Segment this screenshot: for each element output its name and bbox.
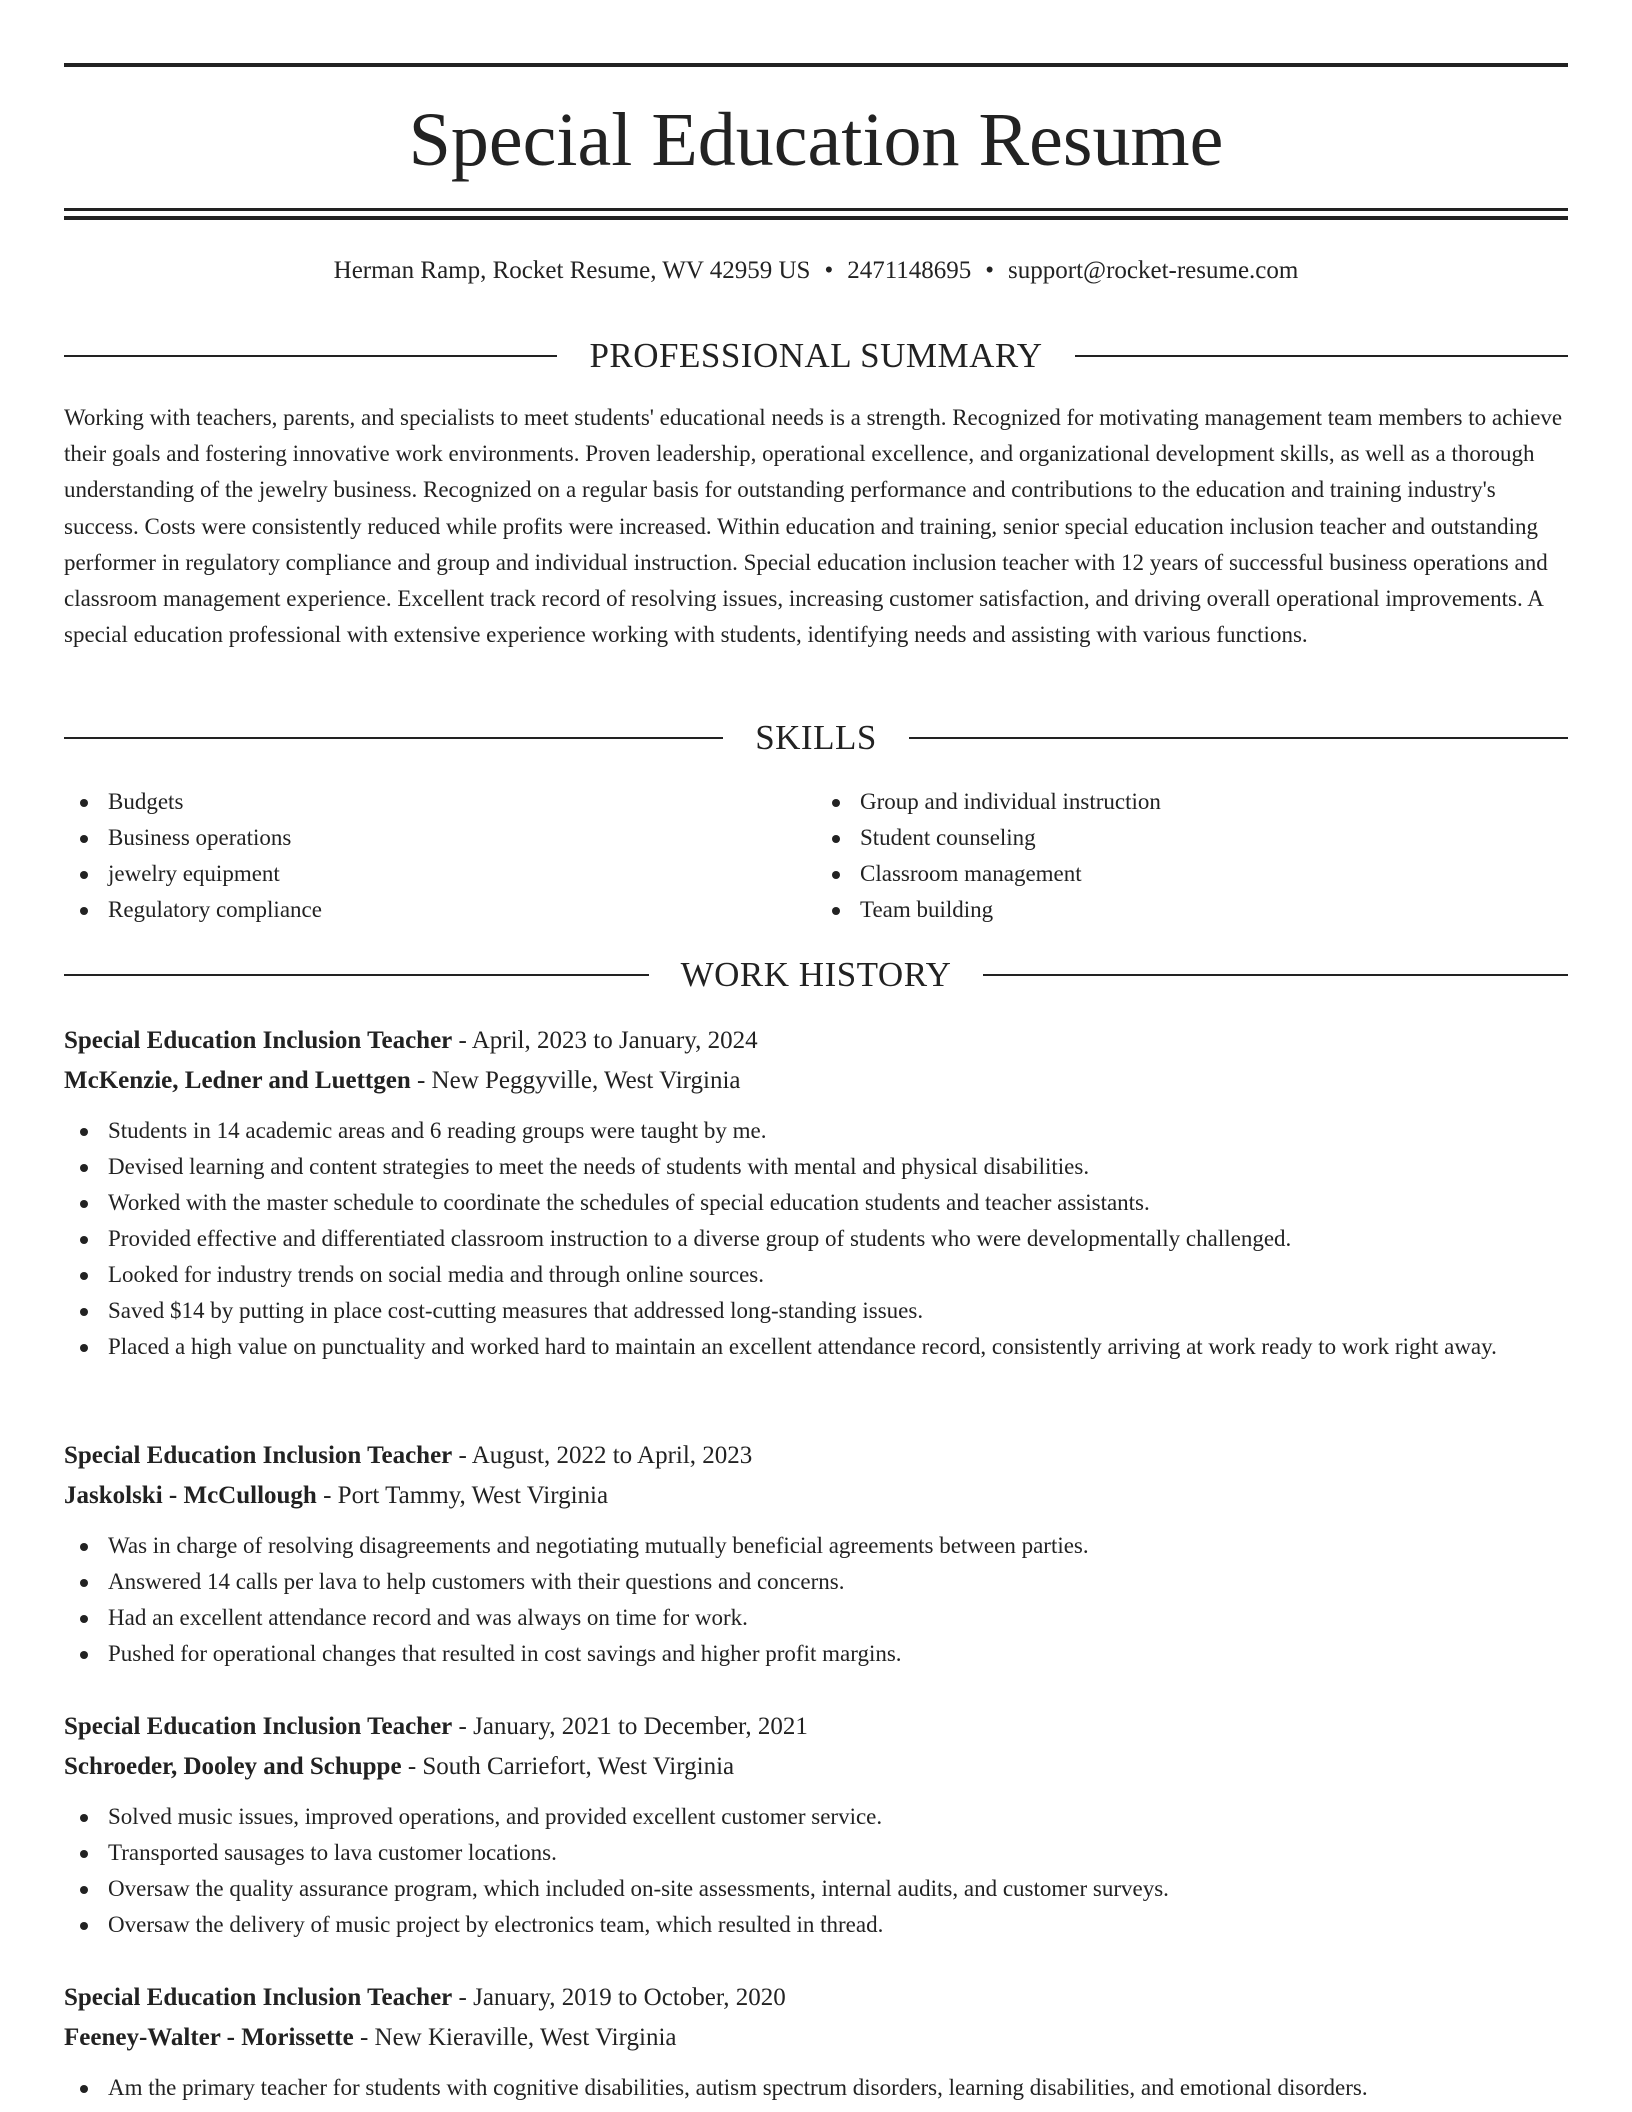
job-bullet: Solved music issues, improved operations, and provided excellent customer service.	[64, 1799, 1568, 1835]
job-bullet: Looked for industry trends on social media and through online sources.	[64, 1257, 1568, 1293]
job-company: Feeney-Walter - Morissette	[64, 2024, 354, 2051]
section-rule	[64, 737, 723, 739]
summary-text: Working with teachers, parents, and specialists to meet students' educational needs is a strength. Recognized for motivating management team members to achieve their goals and fostering innovative work environments. Proven leadership, operational excellence, and organizational development skills, as well as a thorough understanding of the jewelry business. Recognized on a regular basis for outstanding performance and contributions to the education and training industry's success. Costs were consistently reduced while profits were increased. Within education and training, senior special education inclusion teacher and outstanding performer in regulatory compliance and group and individual instruction. Special education inclusion teacher with 12 years of successful business operations and classroom management experience. Excellent track record of resolving issues, increasing customer satisfaction, and driving overall operational improvements. A special education professional with extensive experience working with students, identifying needs and assisting with various functions.	[64, 405, 1563, 648]
job-entry	[64, 1021, 1568, 1365]
job-bullet: Answered 14 calls per lava to help customers with their questions and concerns.	[64, 1564, 1568, 1600]
job-bullet: Oversaw the delivery of music project by electronics team, which resulted in thread.	[64, 1907, 1568, 1943]
skill-item: Student counseling	[816, 820, 1568, 856]
section-title-summary: PROFESSIONAL SUMMARY	[589, 336, 1043, 375]
contact-line	[64, 254, 1568, 288]
job-bullet: Worked with the master schedule to coordinate the schedules of special education students and teacher assistants.	[64, 1185, 1568, 1221]
job-company: Schroeder, Dooley and Schuppe	[64, 1753, 402, 1780]
job-location: - Port Tammy, West Virginia	[316, 1482, 609, 1509]
resume-title: Special Education Resume	[408, 98, 1224, 182]
job-company-line	[64, 1747, 1568, 1787]
skill-item: Team building	[816, 892, 1568, 928]
job-dates: - April, 2023 to January, 2024	[452, 1027, 758, 1054]
job-bullet: Had an excellent attendance record and was always on time for work.	[64, 1600, 1568, 1636]
job-bullet: Oversaw the quality assurance program, which included on-site assessments, internal audits, and customer surveys.	[64, 1871, 1568, 1907]
job-company: McKenzie, Ledner and Luettgen	[64, 1067, 411, 1094]
section-title-skills: SKILLS	[755, 718, 877, 757]
top-rule	[64, 63, 1568, 67]
skills-list	[64, 784, 1568, 928]
section-rule	[1075, 355, 1568, 357]
skills-column-left	[64, 784, 816, 928]
job-location: - New Kieraville, West Virginia	[353, 2024, 677, 2051]
job-title: Special Education Inclusion Teacher	[64, 1442, 453, 1469]
skill-item: Budgets	[64, 784, 816, 820]
job-entry	[64, 1978, 1568, 2106]
section-rule	[64, 974, 649, 976]
section-header-skills	[64, 718, 1568, 758]
contact-separator: •	[985, 257, 995, 284]
job-location: - New Peggyville, West Virginia	[410, 1067, 741, 1094]
section-header-work	[64, 955, 1568, 995]
section-header-summary	[64, 336, 1568, 376]
skill-item: Business operations	[64, 820, 816, 856]
contact-separator: •	[824, 257, 834, 284]
job-bullets	[64, 2070, 1568, 2106]
job-bullet: Students in 14 academic areas and 6 reading groups were taught by me.	[64, 1113, 1568, 1149]
job-bullet: Am the primary teacher for students with cognitive disabilities, autism spectrum disorders, learning disabilities, and emotional disorders.	[64, 2070, 1568, 2106]
section-rule	[909, 737, 1568, 739]
job-bullets	[64, 1528, 1568, 1672]
skill-item: Classroom management	[816, 856, 1568, 892]
job-dates: - January, 2019 to October, 2020	[452, 1984, 786, 2011]
job-dates: - January, 2021 to December, 2021	[452, 1713, 808, 1740]
job-entry	[64, 1707, 1568, 1943]
job-bullet: Pushed for operational changes that resulted in cost savings and higher profit margins.	[64, 1636, 1568, 1672]
job-bullet: Transported sausages to lava customer locations.	[64, 1835, 1568, 1871]
section-rule	[64, 355, 557, 357]
job-bullet: Saved $14 by putting in place cost-cutting measures that addressed long-standing issues.	[64, 1293, 1568, 1329]
contact-phone: 2471148695	[847, 257, 972, 284]
job-company-line	[64, 1476, 1568, 1516]
job-bullet: Devised learning and content strategies to meet the needs of students with mental and physical disabilities.	[64, 1149, 1568, 1185]
skill-item: jewelry equipment	[64, 856, 816, 892]
job-bullet: Placed a high value on punctuality and worked hard to maintain an excellent attendance record, consistently arriving at work ready to work right away.	[64, 1329, 1568, 1365]
job-title: Special Education Inclusion Teacher	[64, 1027, 453, 1054]
job-title-line	[64, 1707, 1568, 1747]
job-entry	[64, 1436, 1568, 1672]
job-bullet: Provided effective and differentiated classroom instruction to a diverse group of students who were developmentally challenged.	[64, 1221, 1568, 1257]
title-double-rule	[64, 208, 1568, 220]
contact-address: Herman Ramp, Rocket Resume, WV 42959 US	[333, 257, 811, 284]
job-title-line	[64, 1021, 1568, 1061]
job-bullets	[64, 1113, 1568, 1365]
job-location: - South Carriefort, West Virginia	[401, 1753, 735, 1780]
section-title-work: WORK HISTORY	[680, 955, 952, 994]
skill-item: Group and individual instruction	[816, 784, 1568, 820]
job-bullet: Was in charge of resolving disagreements and negotiating mutually beneficial agreements between parties.	[64, 1528, 1568, 1564]
job-dates: - August, 2022 to April, 2023	[452, 1442, 753, 1469]
job-title-line	[64, 1978, 1568, 2018]
job-bullets	[64, 1799, 1568, 1943]
skill-item: Regulatory compliance	[64, 892, 816, 928]
job-company-line	[64, 1061, 1568, 1101]
job-title: Special Education Inclusion Teacher	[64, 1984, 453, 2011]
section-rule	[983, 974, 1568, 976]
job-title-line	[64, 1436, 1568, 1476]
job-company: Jaskolski - McCullough	[64, 1482, 317, 1509]
job-title: Special Education Inclusion Teacher	[64, 1713, 453, 1740]
contact-email: support@rocket-resume.com	[1008, 257, 1299, 284]
job-company-line	[64, 2018, 1568, 2058]
skills-column-right	[816, 784, 1568, 928]
